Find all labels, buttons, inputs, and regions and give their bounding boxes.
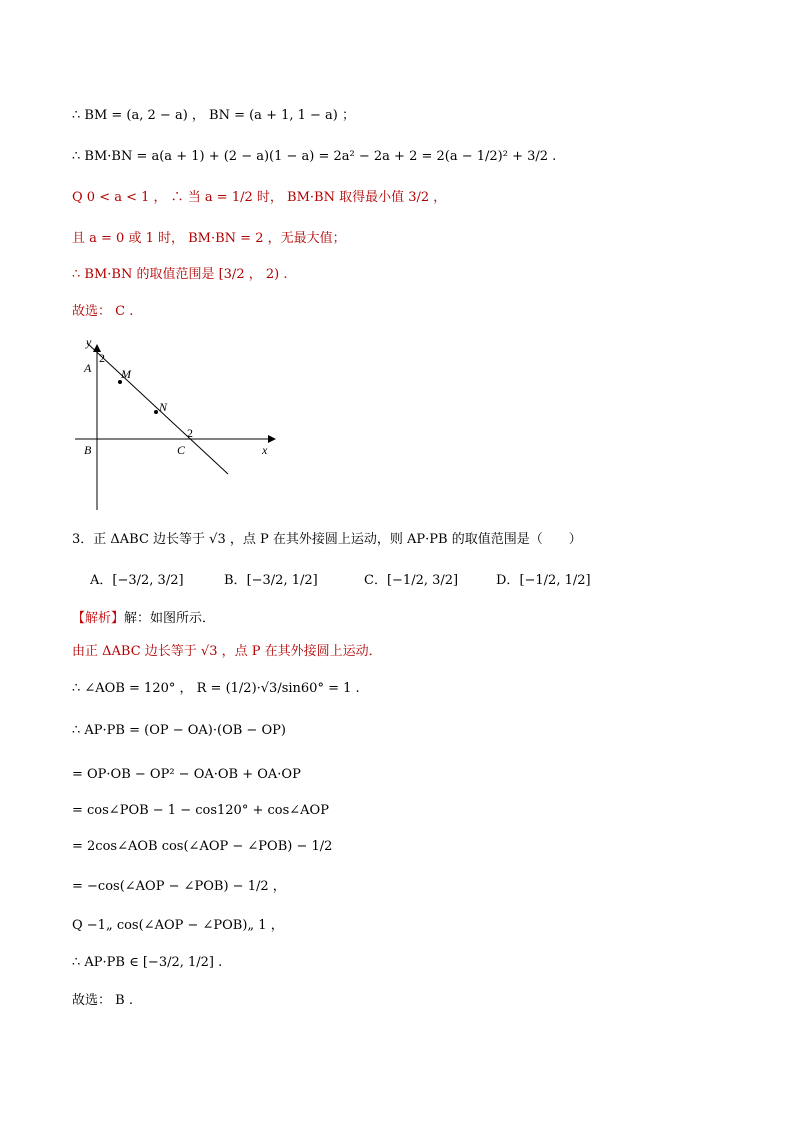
solution-line-4: 且 a = 0 或 1 时， BM·BN = 2 ，无最大值； <box>72 231 346 246</box>
option-c <box>364 572 458 590</box>
analysis-line-1: 由正 ΔABC 边长等于 √3 ，点 P 在其外接圆上运动． <box>72 644 382 659</box>
option-a <box>90 572 184 590</box>
label-c: C <box>177 443 186 457</box>
analysis-line-7: = −cos(∠AOP − ∠POB) − 1/2 ， <box>72 879 286 894</box>
point-n <box>154 410 158 414</box>
analysis-line-9: ∴ AP·PB ∈ [−3/2, 1/2] . <box>72 955 223 970</box>
solution-line-5: ∴ BM·BN 的取值范围是 [3/2 ， 2) . <box>72 267 288 282</box>
option-c-value: [−1/2, 3/2] <box>386 573 459 588</box>
solution-line-1: ∴ BM = (a, 2 − a) ， BN = (a + 1, 1 − a) ； <box>72 108 356 123</box>
analysis-header <box>72 610 215 628</box>
label-a: A <box>84 361 92 375</box>
answer-choice-line: 故选： C . <box>72 304 134 319</box>
option-d-label: D． <box>496 573 520 588</box>
y-tick-label: 2 <box>99 351 105 365</box>
y-axis-label: y <box>86 335 92 349</box>
x-tick-label: 2 <box>187 426 193 440</box>
option-b-label: B． <box>224 573 247 588</box>
analysis-line-3: ∴ AP·PB = (OP − OA)·(OB − OP) <box>72 723 286 738</box>
analysis-line-2: ∴ ∠AOB = 120° ， R = (1/2)·√3/sin60° = 1 . <box>72 681 360 696</box>
solution-line-3: Q 0 < a < 1 ， ∴ 当 a = 1/2 时， BM·BN 取得最小值 3/2 ， <box>72 190 447 205</box>
option-a-label: A． <box>90 573 113 588</box>
analysis-line-5: = cos∠POB − 1 − cos120° + cos∠AOP <box>72 803 329 818</box>
analysis-intro: 解：如图所示． <box>124 611 216 626</box>
analysis-line-6: = 2cos∠AOB cos(∠AOP − ∠POB) − 1/2 <box>72 839 333 854</box>
option-c-label: C． <box>364 573 387 588</box>
label-m: M <box>121 367 131 381</box>
question-stem: 3．正 ΔABC 边长等于 √3 ，点 P 在其外接圆上运动，则 AP·PB 的取值范围是（ ） <box>72 532 582 547</box>
option-d-value: [−1/2, 1/2] <box>519 573 591 588</box>
label-b: B <box>84 443 92 457</box>
line-ac <box>87 343 228 474</box>
option-a-value: [−3/2, 3/2] <box>112 573 184 588</box>
x-axis-arrow <box>268 435 276 443</box>
solution-line-2: ∴ BM·BN = a(a + 1) + (2 − a)(1 − a) = 2a² − 2a + 2 = 2(a − 1/2)² + 3/2 . <box>72 149 557 164</box>
label-n: N <box>159 400 168 414</box>
analysis-line-8: Q −1„ cos(∠AOP − ∠POB)„ 1 ， <box>72 918 284 933</box>
option-b-value: [−3/2, 1/2] <box>246 573 318 588</box>
analysis-tag: 【解析】 <box>72 611 125 626</box>
option-d <box>496 572 591 590</box>
x-axis-label: x <box>262 443 268 457</box>
analysis-line-4: = OP·OB − OP² − OA·OB + OA·OP <box>72 767 301 782</box>
option-b <box>224 572 318 590</box>
analysis-answer: 故选： B . <box>72 993 133 1008</box>
